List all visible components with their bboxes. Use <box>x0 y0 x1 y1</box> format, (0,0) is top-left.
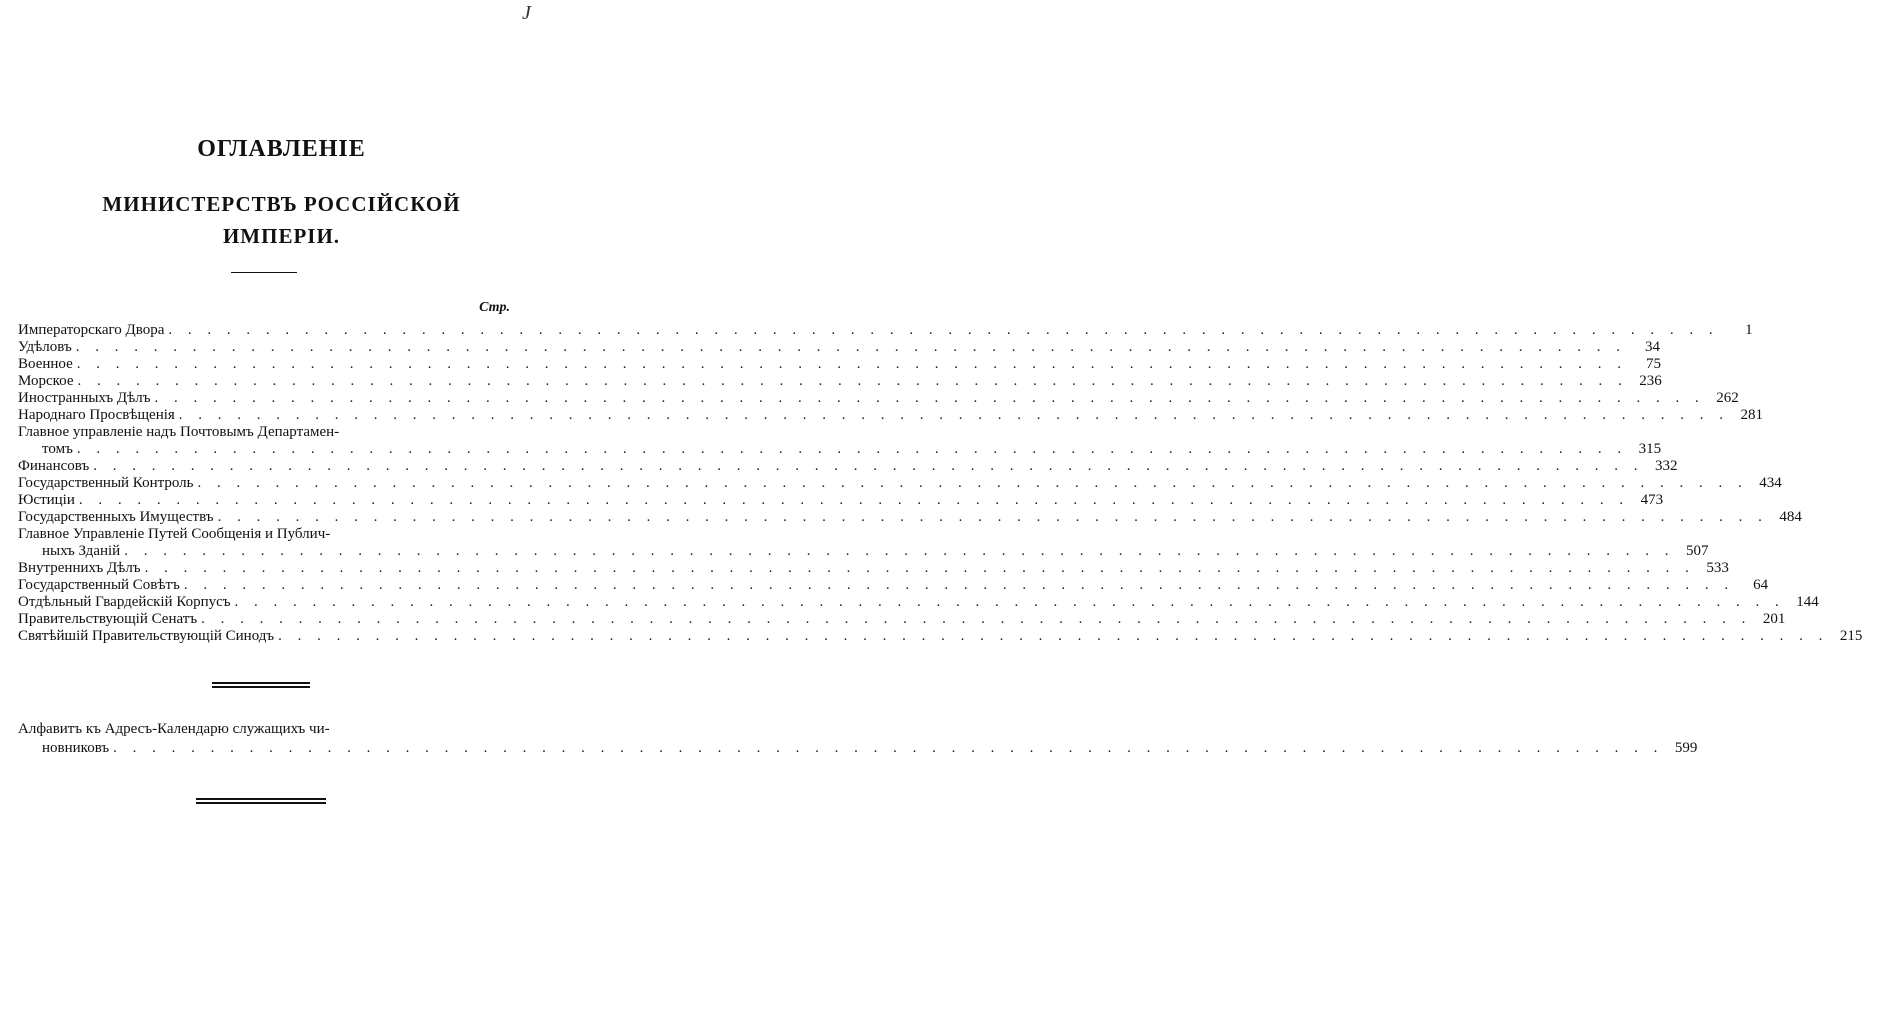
toc-label: Правительствующій Сенатъ <box>18 611 198 627</box>
toc-page: 64 <box>1753 577 1769 593</box>
alphabet-line-2 <box>18 739 1698 758</box>
toc-label: Удѣловъ <box>18 339 72 355</box>
toc-page: 1 <box>1745 322 1753 338</box>
alphabet-label: Алфавитъ къ Адресъ-Календарю служащихъ чи- <box>18 721 330 737</box>
alphabet-line-1 <box>18 720 508 739</box>
toc-row <box>18 424 508 441</box>
toc-row <box>18 390 1739 407</box>
toc-label: Главное управленіе надъ Почтовымъ Департамен- <box>18 424 340 440</box>
leader-dots: . . . . . . . . . . . . . . . . . . . . . . . . . . . . . . . . . . . . . . . . . . . . . . . . . . . . . . . . . . . . . . . . . . . . . . . . . . . . . . . . <box>154 390 1705 406</box>
toc-row <box>18 373 1662 390</box>
page-title: ОГЛАВЛЕНІЕ <box>197 136 366 162</box>
toc-label: Отдѣльный Гвардейскій Корпусъ <box>18 594 231 610</box>
toc-page: 434 <box>1759 475 1782 491</box>
toc-label: томъ <box>42 441 73 457</box>
leader-dots: . . . . . . . . . . . . . . . . . . . . . . . . . . . . . . . . . . . . . . . . . . . . . . . . . . . . . . . . . . . . . . . . . . . . . . . . . . . . . . . . <box>75 339 1626 355</box>
subtitle-line-2: ИМПЕРІИ. <box>222 224 341 248</box>
leader-dots: . . . . . . . . . . . . . . . . . . . . . . . . . . . . . . . . . . . . . . . . . . . . . . . . . . . . . . . . . . . . . . . . . . . . . . . . . . . . . . . . <box>234 594 1785 610</box>
leader-dots: . . . . . . . . . . . . . . . . . . . . . . . . . . . . . . . . . . . . . . . . . . . . . . . . . . . . . . . . . . . . . . . . . . . . . . . . . . . . . . . . <box>278 628 1829 644</box>
toc-label: Иностранныхъ Дѣлъ <box>18 390 151 406</box>
toc-row <box>18 492 1664 509</box>
toc-row <box>18 407 1764 424</box>
toc-page: 484 <box>1779 509 1802 525</box>
toc-label: Государственныхъ Имуществъ <box>18 509 214 525</box>
toc-page: 281 <box>1740 407 1764 423</box>
leader-dots: . . . . . . . . . . . . . . . . . . . . . . . . . . . . . . . . . . . . . . . . . . . . . . . . . . . . . . . . . . . . . . . . . . . . . . . . . . . . . . . . <box>201 611 1752 627</box>
toc-row <box>18 560 1729 577</box>
end-divider <box>196 798 326 804</box>
toc-row <box>18 441 1662 458</box>
leader-dots: . . . . . . . . . . . . . . . . . . . . . . . . . . . . . . . . . . . . . . . . . . . . . . . . . . . . . . . . . . . . . . . . . . . . . . . . . . . . . . . . <box>78 492 1630 508</box>
toc-row <box>18 458 1678 475</box>
toc-page: 215 <box>1839 628 1863 644</box>
toc-row <box>18 543 1709 560</box>
toc-label: Военное <box>18 356 73 372</box>
toc-page: 34 <box>1645 339 1660 355</box>
toc-row <box>18 611 1786 628</box>
toc-page: 473 <box>1640 492 1664 508</box>
handwritten-corner-mark: Ј <box>522 2 531 24</box>
toc-page: 332 <box>1654 458 1678 474</box>
leader-dots: . . . . . . . . . . . . . . . . . . . . . . . . . . . . . . . . . . . . . . . . . . . . . . . . . . . . . . . . . . . . . . . . . . . . . . . . . . . . . . . . <box>77 373 1628 389</box>
leader-dots: . . . . . . . . . . . . . . . . . . . . . . . . . . . . . . . . . . . . . . . . . . . . . . . . . . . . . . . . . . . . . . . . . . . . . . . . . . . . . . . . <box>217 509 1768 525</box>
toc-row <box>18 526 508 543</box>
toc-row <box>18 475 1782 492</box>
leader-dots: . . . . . . . . . . . . . . . . . . . . . . . . . . . . . . . . . . . . . . . . . . . . . . . . . . . . . . . . . . . . . . . . . . . . . . . . . . . . . . . . <box>168 322 1719 338</box>
toc-row <box>18 577 1769 594</box>
toc-page: 144 <box>1796 594 1819 610</box>
toc-label: Внутреннихъ Дѣлъ <box>18 560 141 576</box>
toc-label: Юстиціи <box>18 492 75 508</box>
toc-page: 315 <box>1638 441 1662 457</box>
toc-page: 201 <box>1762 611 1786 627</box>
toc-label: Морское <box>18 373 74 389</box>
toc-row <box>18 509 1802 526</box>
toc-row <box>18 594 1819 611</box>
toc-label: Главное Управленіе Путей Сообщенія и Публич- <box>18 526 331 542</box>
toc-row <box>18 628 1863 645</box>
page-subtitle <box>0 188 563 252</box>
toc-page: 507 <box>1685 543 1709 559</box>
leader-dots: . . . . . . . . . . . . . . . . . . . . . . . . . . . . . . . . . . . . . . . . . . . . . . . . . . . . . . . . . . . . . . . . . . . . . . . . . . . . . . . . <box>183 577 1735 593</box>
leader-dots: . . . . . . . . . . . . . . . . . . . . . . . . . . . . . . . . . . . . . . . . . . . . . . . . . . . . . . . . . . . . . . . . . . . . . . . . . . . . . . . . <box>144 560 1695 576</box>
toc-page: 533 <box>1706 560 1729 576</box>
leader-dots: . . . . . . . . . . . . . . . . . . . . . . . . . . . . . . . . . . . . . . . . . . . . . . . . . . . . . . . . . . . . . . . . . . . . . . . . . . . . . . . . <box>197 475 1748 491</box>
toc-label: Государственный Совѣтъ <box>18 577 180 593</box>
section-divider <box>212 682 310 688</box>
leader-dots: . . . . . . . . . . . . . . . . . . . . . . . . . . . . . . . . . . . . . . . . . . . . . . . . . . . . . . . . . . . . . . . . . . . . . . . . . . . . . . . . <box>76 356 1627 372</box>
leader-dots: . . . . . . . . . . . . . . . . . . . . . . . . . . . . . . . . . . . . . . . . . . . . . . . . . . . . . . . . . . . . . . . . . . . . . . . . . . . . . . . . <box>93 458 1644 474</box>
table-of-contents <box>18 322 1863 645</box>
alphabet-page: 599 <box>1674 740 1698 756</box>
alphabet-label-cont: новниковъ <box>42 740 110 756</box>
toc-row <box>18 339 1660 356</box>
alphabet-entry <box>18 720 1698 758</box>
toc-label: Святѣйшій Правительствующій Синодъ <box>18 628 275 644</box>
toc-page: 236 <box>1639 373 1662 389</box>
leader-dots: . . . . . . . . . . . . . . . . . . . . . . . . . . . . . . . . . . . . . . . . . . . . . . . . . . . . . . . . . . . . . . . . . . . . . . . . . . . . . . . . <box>76 441 1628 457</box>
leader-dots: . . . . . . . . . . . . . . . . . . . . . . . . . . . . . . . . . . . . . . . . . . . . . . . . . . . . . . . . . . . . . . . . . . . . . . . . . . . . . . . . <box>113 740 1664 756</box>
subtitle-line-1: МИНИСТЕРСТВЪ РОССІЙСКОЙ <box>102 192 461 216</box>
toc-page: 262 <box>1716 390 1739 406</box>
leader-dots: . . . . . . . . . . . . . . . . . . . . . . . . . . . . . . . . . . . . . . . . . . . . . . . . . . . . . . . . . . . . . . . . . . . . . . . . . . . . . . . . <box>178 407 1730 423</box>
toc-label: Народнаго Просвѣщенія <box>18 407 175 423</box>
toc-label: ныхъ Зданій <box>42 543 121 559</box>
toc-row <box>18 356 1661 373</box>
toc-page: 75 <box>1646 356 1661 372</box>
toc-label: Императорскаго Двора <box>18 322 165 338</box>
leader-dots: . . . . . . . . . . . . . . . . . . . . . . . . . . . . . . . . . . . . . . . . . . . . . . . . . . . . . . . . . . . . . . . . . . . . . . . . . . . . . . . . <box>124 543 1675 559</box>
toc-row <box>18 322 1753 339</box>
page-column-header: Стр. <box>479 300 510 315</box>
toc-label: Финансовъ <box>18 458 90 474</box>
toc-label: Государственный Контроль <box>18 475 194 491</box>
title-divider <box>231 272 297 273</box>
